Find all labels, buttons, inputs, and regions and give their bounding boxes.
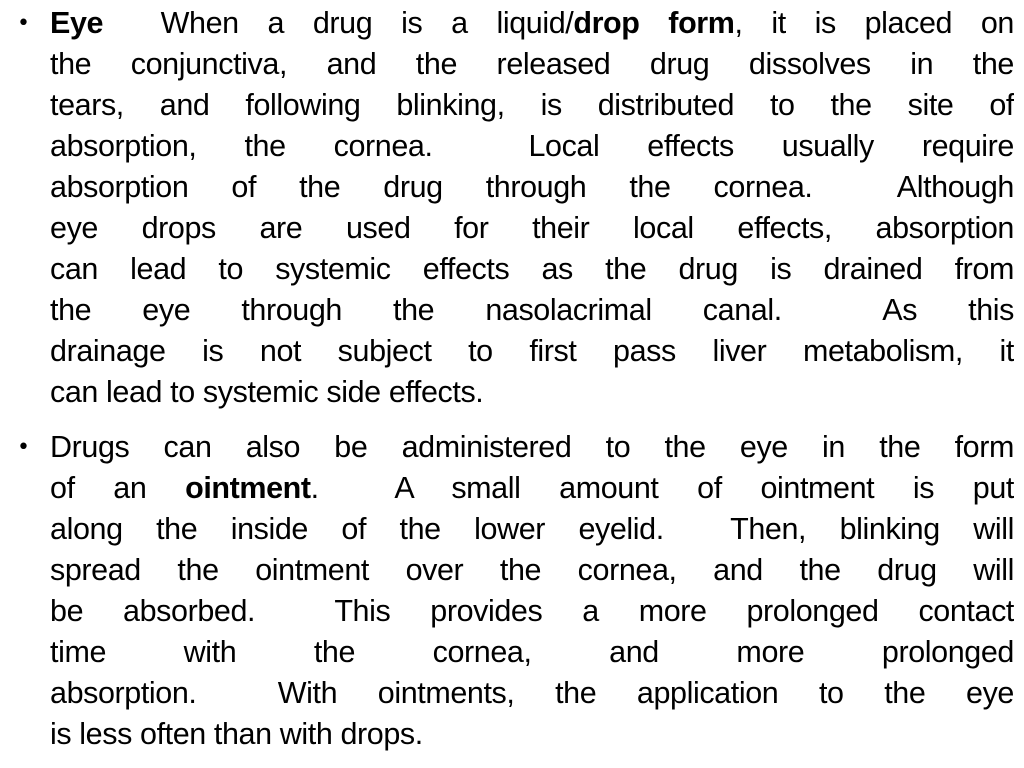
bullet-dot-icon: • (17, 11, 30, 36)
text-line (50, 427, 1014, 468)
text-run: drainage is not subject to first pass liver metabolism, it (50, 334, 1014, 368)
text-line (50, 673, 1014, 714)
text-run: absorption, the cornea. Local effects usually require (50, 129, 1014, 163)
text-line (50, 468, 1014, 509)
text-line (50, 509, 1014, 550)
text-line (50, 167, 1014, 208)
text-run: can lead to systemic effects as the drug is drained from (50, 252, 1014, 286)
text-run: can lead to systemic side effects. (50, 375, 484, 409)
text-run: eye drops are used for their local effects, absorption (50, 211, 1014, 245)
text-run: absorption. With ointments, the application to the eye (50, 676, 1014, 710)
text-line (50, 85, 1014, 126)
bold-term: Eye (50, 6, 104, 40)
text-run: , it is placed on (734, 6, 1014, 40)
text-line (50, 550, 1014, 591)
text-run: time with the cornea, and more prolonged (50, 635, 1014, 669)
bullet-text (0, 3, 1024, 413)
text-run: absorption of the drug through the cornea. Although (50, 170, 1014, 204)
text-run: tears, and following blinking, is distributed to the site of (50, 88, 1014, 122)
text-line (50, 208, 1014, 249)
text-run: When a drug is a liquid/ (103, 6, 574, 40)
text-run: along the inside of the lower eyelid. Then, blinking will (50, 512, 1014, 546)
bold-term: drop form (573, 6, 735, 40)
text-run: the eye through the nasolacrimal canal. As this (50, 293, 1014, 327)
text-run: the conjunctiva, and the released drug dissolves in the (50, 47, 1014, 81)
text-run: Drugs can also be administered to the eye in the form (50, 430, 1014, 464)
text-run: spread the ointment over the cornea, and the drug will (50, 553, 1014, 587)
bullet-item-ointment (0, 427, 1024, 755)
text-run: of an (50, 471, 186, 505)
bullet-dot-icon: • (17, 435, 30, 460)
bullet-text (0, 427, 1024, 755)
text-line (50, 126, 1014, 167)
text-line (50, 249, 1014, 290)
text-run: . A small amount of ointment is put (310, 471, 1014, 505)
bold-term: ointment (185, 471, 311, 505)
text-run: be absorbed. This provides a more prolonged contact (50, 594, 1014, 628)
text-line (50, 3, 1014, 44)
text-line (50, 331, 1014, 372)
text-line (50, 372, 1014, 413)
text-line (50, 44, 1014, 85)
text-run: is less often than with drops. (50, 717, 423, 751)
text-line (50, 632, 1014, 673)
text-line (50, 290, 1014, 331)
text-line (50, 714, 1014, 755)
text-line (50, 591, 1014, 632)
